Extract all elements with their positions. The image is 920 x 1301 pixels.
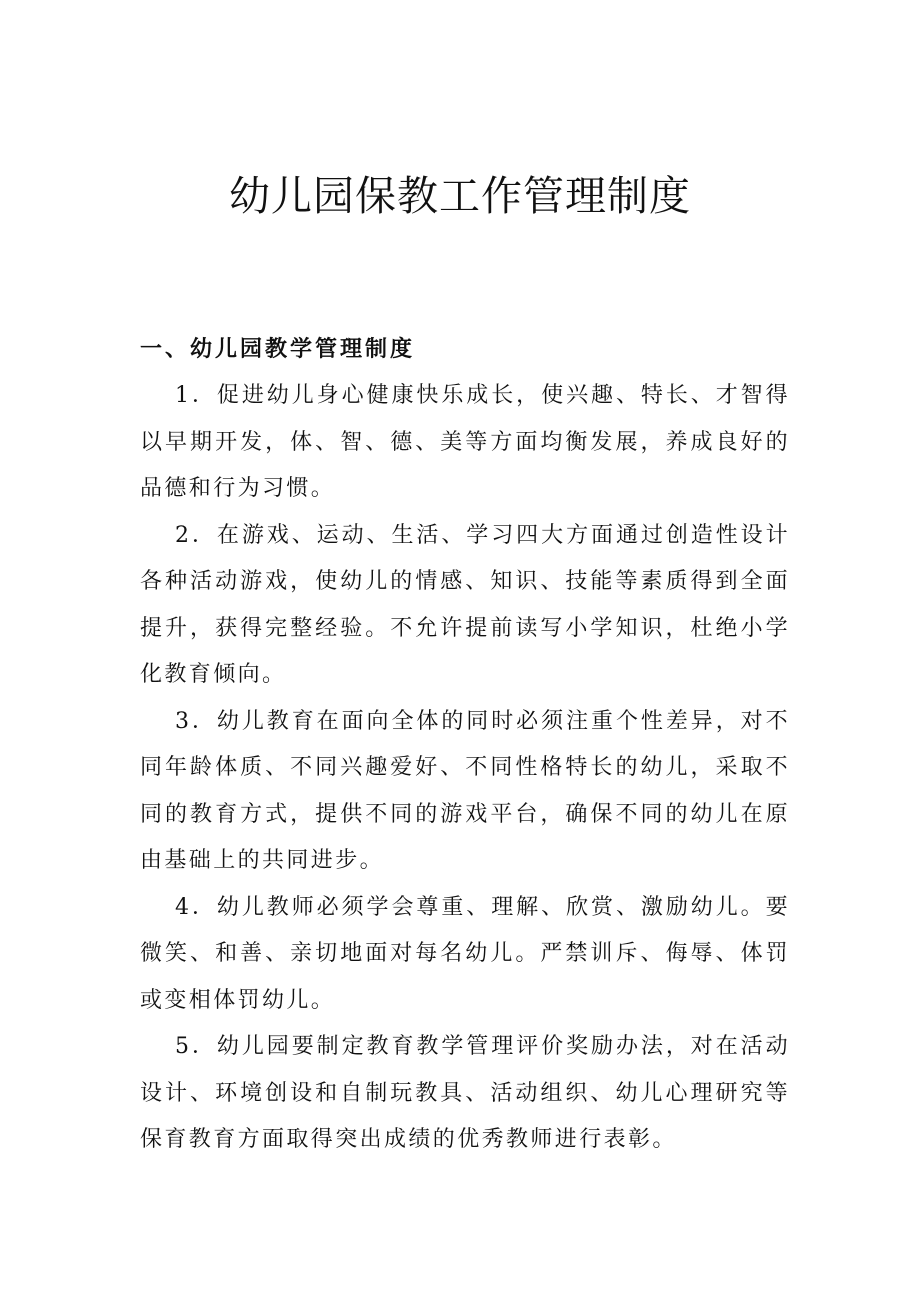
document-title: 幼儿园保教工作管理制度 bbox=[229, 172, 691, 220]
paragraph-2: 2．在游戏、运动、生活、学习四大方面通过创造性设计各种活动游戏，使幼儿的情感、知识、技能等素质得到全面提升，获得完整经验。不允许提前读写小学知识，杜绝小学化教育倾向。 bbox=[140, 522, 790, 687]
paragraph-5: 5．幼儿园要制定教育教学管理评价奖励办法，对在活动设计、环境创设和自制玩教具、活动组织、幼儿心理研究等保育教育方面取得突出成绩的优秀教师进行表彰。 bbox=[140, 1034, 790, 1152]
paragraph-3: 3．幼儿教育在面向全体的同时必须注重个性差异，对不同年龄体质、不同兴趣爱好、不同性格特长的幼儿，采取不同的教育方式，提供不同的游戏平台，确保不同的幼儿在原由基础上的共同进步。 bbox=[140, 708, 790, 873]
section-heading: 一、幼儿园教学管理制度 bbox=[140, 337, 416, 362]
paragraph-1: 1．促进幼儿身心健康快乐成长，使兴趣、特长、才智得以早期开发，体、智、德、美等方面均衡发展，养成良好的品德和行为习惯。 bbox=[140, 383, 790, 501]
section-body bbox=[140, 373, 790, 1164]
paragraph-4: 4．幼儿教师必须学会尊重、理解、欣赏、激励幼儿。要微笑、和善、亲切地面对每名幼儿。严禁训斥、侮辱、体罚或变相体罚幼儿。 bbox=[140, 894, 790, 1013]
